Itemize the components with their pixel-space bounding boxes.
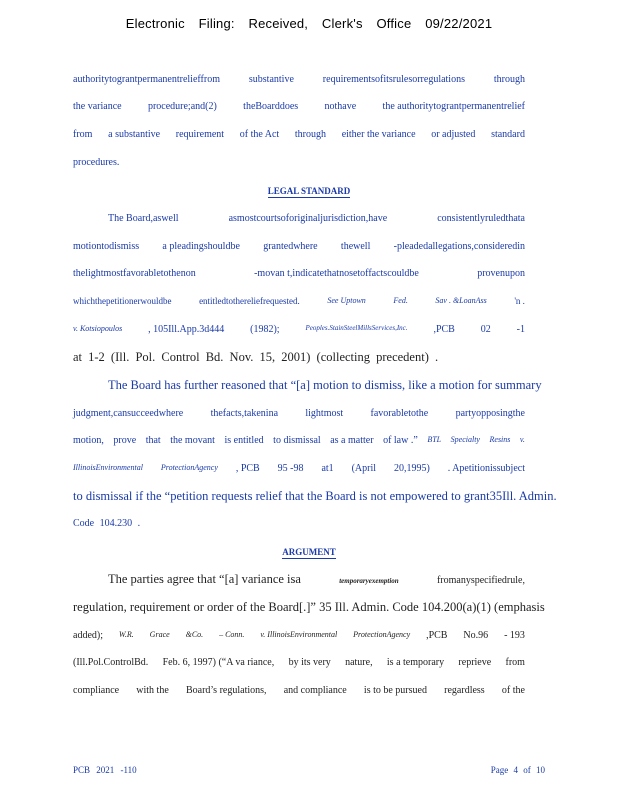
citation-italic: W.R. xyxy=(118,630,134,639)
para2-line1 xyxy=(108,213,525,224)
para4-line5 xyxy=(73,685,525,696)
para1-line1 xyxy=(73,74,525,85)
text-run: is entitled xyxy=(224,435,264,446)
text-run: by its very xyxy=(288,657,331,668)
text-run: the authoritytograntpermanentrelief xyxy=(382,101,525,112)
filing-stamp-header: Electronic Filing: Received, Clerk's Office 09/22/2021 xyxy=(125,16,493,31)
text-run: motion, xyxy=(73,435,104,446)
text-run: thewell xyxy=(340,241,371,252)
text-run: and compliance xyxy=(283,685,347,696)
text-run: a substantive xyxy=(108,129,161,140)
text-run: asmostcourtsoforiginaljurisdiction,have xyxy=(228,213,388,224)
text-run: prove xyxy=(113,435,137,446)
text-run: thefacts,takenina xyxy=(210,408,279,419)
citation-italic: Grace xyxy=(149,630,170,639)
para3-line2 xyxy=(73,408,525,419)
footer-case-number: PCB 2021 -110 xyxy=(73,765,137,775)
text-run: The Board,aswell xyxy=(108,213,179,224)
text-run: the movant xyxy=(170,435,215,446)
text-run: - 193 xyxy=(504,630,525,641)
text-run: fromanyspecifiedrule, xyxy=(436,575,525,586)
text-run: provenupon xyxy=(477,268,525,279)
text-run: favorabletothe xyxy=(370,408,429,419)
text-run: The parties agree that “[a] variance isa xyxy=(108,572,301,586)
text-run: as a matter xyxy=(330,435,374,446)
text-run: nothave xyxy=(324,101,357,112)
text-run: authoritytograntpermanentrelieffrom xyxy=(73,74,220,85)
text-run: substantive xyxy=(248,74,294,85)
para3-line6: Code 104.230 . xyxy=(73,518,141,529)
citation-italic: v. IllinoisEnvironmental xyxy=(260,630,338,639)
para3-line5: to dismissal if the “petition requests relief that the Board is not empowered to grant35Ill. Admin. xyxy=(73,489,557,503)
citation-italic: v. xyxy=(519,435,525,444)
text-run: standard xyxy=(491,129,525,140)
citation-italic: Sav . &LoanAss xyxy=(435,296,487,305)
text-run: , PCB xyxy=(235,463,260,474)
para4-line1 xyxy=(108,572,525,587)
citation-italic: &Co. xyxy=(185,630,204,639)
para2-line6: at 1-2 (Ill. Pol. Control Bd. Nov. 15, 2001) (collecting precedent) . xyxy=(73,350,439,364)
heading-text: LEGAL STANDARD xyxy=(267,186,351,196)
text-run: through xyxy=(493,74,525,85)
section-heading-argument xyxy=(0,547,618,557)
text-run: 'n . xyxy=(514,296,525,306)
text-run: that xyxy=(145,435,161,446)
text-run: from xyxy=(73,129,93,140)
text-run: requirement xyxy=(175,129,225,140)
text-run: (Ill.Pol.ControlBd. xyxy=(73,657,149,668)
para4-line4 xyxy=(73,657,525,668)
citation-italic: ProtectionAgency xyxy=(160,463,218,472)
citation-italic: Specialty xyxy=(450,435,480,444)
text-run: added); xyxy=(73,630,103,641)
para2-line5 xyxy=(73,324,525,335)
text-run: of the xyxy=(501,685,525,696)
text-run: from xyxy=(505,657,525,668)
text-run: 20,1995) xyxy=(393,463,430,474)
para2-line4 xyxy=(73,296,525,306)
text-run: -1 xyxy=(516,324,525,335)
text-run: a pleadingshouldbe xyxy=(162,241,240,252)
text-run: requirementsofitsrulesorregulations xyxy=(322,74,465,85)
citation-italic: Resins xyxy=(489,435,511,444)
citation-italic: Peoples.StainSteelMillsServices,Inc. xyxy=(305,324,408,332)
citation-italic: BTL xyxy=(427,435,442,444)
citation-italic: Fed. xyxy=(393,296,408,305)
text-run: Board’s regulations, xyxy=(185,685,267,696)
section-heading-legal-standard xyxy=(0,186,618,196)
text-run: the variance xyxy=(73,101,122,112)
text-run: ,PCB xyxy=(433,324,455,335)
text-run: to dismissal xyxy=(273,435,321,446)
text-run: Feb. 6, 1997) (“A va riance, xyxy=(162,657,275,668)
text-run: (1982); xyxy=(250,324,280,335)
text-run: motiontodismiss xyxy=(73,241,140,252)
text-run: procedure;and(2) xyxy=(147,101,217,112)
text-run: -pleadedallegations,consideredin xyxy=(393,241,525,252)
text-run: 95 -98 xyxy=(277,463,304,474)
text-run: lightmost xyxy=(305,408,344,419)
text-run: or adjusted xyxy=(431,129,476,140)
footer-page-number: Page 4 of 10 xyxy=(490,765,545,775)
text-run: , 105Ill.App.3d444 xyxy=(148,324,225,335)
citation-italic: – Conn. xyxy=(219,630,245,639)
text-run: nature, xyxy=(345,657,373,668)
text-run: of the Act xyxy=(239,129,280,140)
text-run: at1 xyxy=(321,463,334,474)
citation-italic: v. Kotsiopoulos xyxy=(73,324,123,333)
text-run: with the xyxy=(136,685,169,696)
text-run: thelightmostfavorabletothenon xyxy=(73,268,196,279)
text-run: is to be pursued xyxy=(363,685,427,696)
text-run: is a temporary xyxy=(386,657,445,668)
para3-line4 xyxy=(73,463,525,474)
text-run: regardless xyxy=(444,685,485,696)
text-run: entitledtothereliefrequested. xyxy=(199,296,300,306)
para3-line1: The Board has further reasoned that “[a] motion to dismiss, like a motion for summary xyxy=(108,378,542,392)
heading-text: ARGUMENT xyxy=(282,547,336,557)
text-run: ,PCB xyxy=(426,630,448,641)
text-run: (April xyxy=(351,463,377,474)
para4-line2: regulation, requirement or order of the Board[.]” 35 Ill. Admin. Code 104.200(a)(1) (emphasis xyxy=(73,600,545,614)
text-run: reprieve xyxy=(458,657,492,668)
text-run: -movan t,indicatethatnosetoffactscouldbe xyxy=(254,268,419,279)
text-run: No.96 xyxy=(463,630,489,641)
text-run: through xyxy=(294,129,326,140)
text-run: either the variance xyxy=(341,129,416,140)
citation-italic: IllinoisEnvironmental xyxy=(73,463,143,472)
emphasis-italic: temporaryexemption xyxy=(339,577,399,585)
para2-line2 xyxy=(73,241,525,252)
text-run: of law .” xyxy=(383,435,418,446)
text-run: partyopposingthe xyxy=(455,408,525,419)
para2-line3 xyxy=(73,268,525,279)
citation-italic: See Uptown xyxy=(327,296,366,305)
text-run: compliance xyxy=(73,685,120,696)
text-run: consistentlyruledthata xyxy=(437,213,525,224)
para1-line4: procedures. xyxy=(73,157,120,168)
para1-line2 xyxy=(73,101,525,112)
para3-line3 xyxy=(73,435,525,446)
citation-italic: ProtectionAgency xyxy=(353,630,411,639)
text-run: grantedwhere xyxy=(263,241,318,252)
text-run: theBoarddoes xyxy=(243,101,299,112)
para4-line3 xyxy=(73,630,525,641)
text-run: judgment,cansucceedwhere xyxy=(73,408,184,419)
text-run: . Apetitionissubject xyxy=(447,463,525,474)
para1-line3 xyxy=(73,129,525,140)
text-run: whichthepetitionerwouldbe xyxy=(73,296,172,306)
text-run: 02 xyxy=(480,324,491,335)
